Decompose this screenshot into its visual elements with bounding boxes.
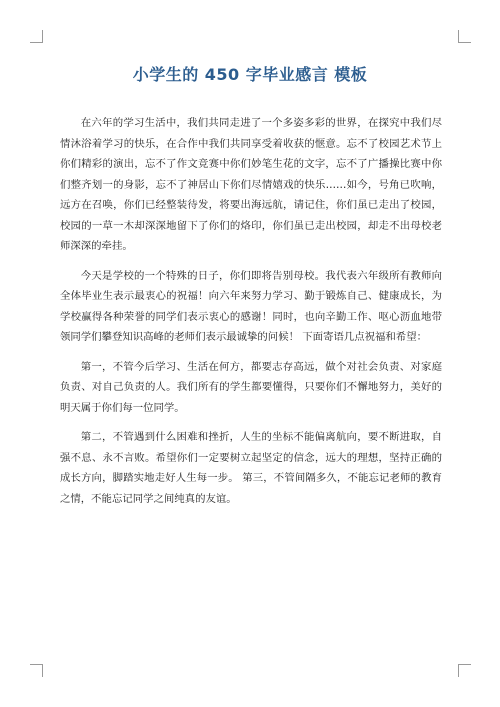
paragraph-2: 今天是学校的一个特殊的日子，你们即将告别母校。我代表六年级所有教师向全体毕业生表示最衷心的祝福！向六年来努力学习、勤于锻炼自己、健康成长，为学校赢得各种荣誉的同学们表示衷心的感谢！同时，也向辛勤工作、呕心沥血地带领同学们攀登知识高峰的老师们表示最诚挚的问候！ 下面寄语几点祝福和希望：: [60, 269, 442, 343]
document-title: 小学生的 450 字毕业感言 模板: [132, 65, 368, 84]
paragraph-1: 在六年的学习生活中，我们共同走进了一个多姿多彩的世界，在探究中我们尽情沐浴着学习的快乐，在合作中我们共同享受着收获的惬意。忘不了校园艺术节上你们精彩的演出，忘不了作文竞赛中你们妙笔生花的文字，忘不了广播操比赛中你们整齐划一的身影，忘不了神居山下你们尽情嬉戏的快乐……如今，号角已吹响，远方在召唤，你们已经整装待发，将要出海远航，请记住，你们虽已走出了校园，校园的一草一木却深深地留下了你们的烙印，你们虽已走出校园，却走不出母校老师深深的牵挂。: [60, 117, 442, 252]
paragraph-4: 第二，不管遇到什么困难和挫折，人生的坐标不能偏离航向，要不断进取，自强不息、永不言败。希望你们一定要树立起坚定的信念，远大的理想，坚持正确的成长方向，脚踏实地走好人生每一步。 第三，不管间隔多久，不能忘记老师的教育之情，不能忘记同学之间纯真的友谊。: [60, 431, 442, 505]
crop-mark-top-right: [458, 30, 471, 43]
crop-mark-bottom-left: [30, 664, 43, 677]
crop-mark-bottom-right: [458, 664, 471, 677]
paragraph-3: 第一，不管今后学习、生活在何方，都要志存高远，做个对社会负责、对家庭负责、对自己负责的人。我们所有的学生都要懂得，只要你们不懈地努力，美好的明天属于你们每一位同学。: [60, 360, 442, 414]
document-body: [60, 113, 442, 518]
crop-mark-top-left: [30, 30, 43, 43]
